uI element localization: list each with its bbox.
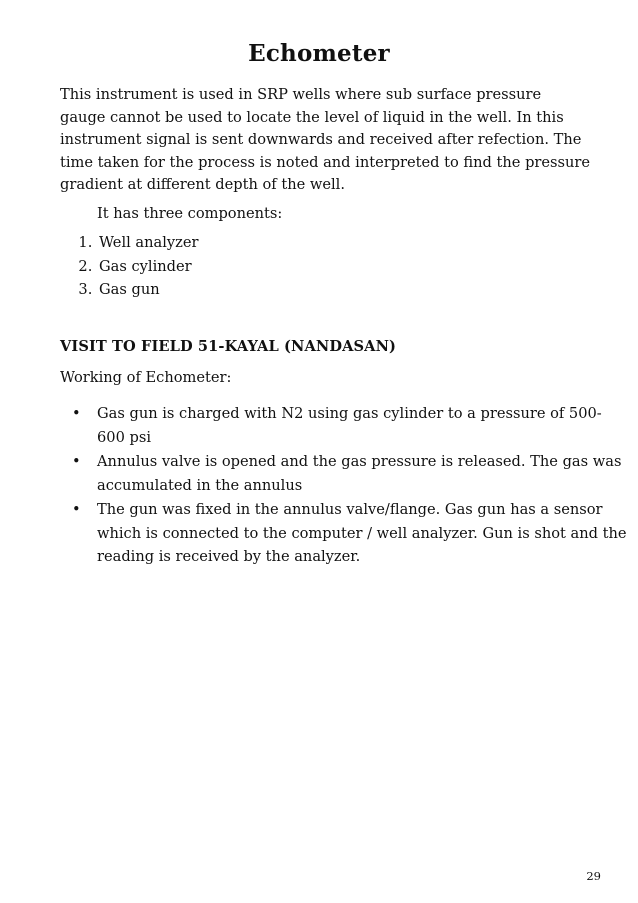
list-item [72, 498, 629, 569]
bullet-icon: • [72, 453, 81, 470]
list-item [72, 450, 629, 497]
section-heading: VISIT TO FIELD 51-KAYAL (NANDASAN) [60, 338, 397, 355]
components-list [60, 231, 198, 302]
step-text: Annulus valve is opened and the gas pressure is released. The gas was accumulated in the annulus [97, 453, 622, 494]
page-title: Echometer [248, 40, 390, 67]
step-text: The gun was fixed in the annulus valve/flange. Gas gun has a sensor which is connected to the computer / well analyzer. Gun is shot and the reading is received by the analyzer. [97, 501, 627, 565]
working-label: Working of Echometer: [60, 369, 232, 386]
list-item: 1. Well analyzer [97, 231, 198, 255]
page-number: 29 [586, 869, 601, 883]
bullet-icon: • [72, 405, 81, 422]
list-item: 3. Gas gun [97, 278, 198, 302]
steps-list [60, 402, 629, 570]
components-lead-text: It has three components: [97, 205, 283, 222]
list-item: 2. Gas cylinder [97, 255, 198, 279]
list-item [72, 402, 629, 449]
step-text: Gas gun is charged with N2 using gas cylinder to a pressure of 500-600 psi [97, 405, 602, 446]
bullet-icon: • [72, 501, 81, 518]
intro-paragraph: This instrument is used in SRP wells where sub surface pressure gauge cannot be used to locate the level of liquid in the well. In this instrument signal is sent downwards and received after refection. The time taken for the process is noted and interpreted to find the pressure gradient at different depth of the well. [60, 86, 591, 193]
